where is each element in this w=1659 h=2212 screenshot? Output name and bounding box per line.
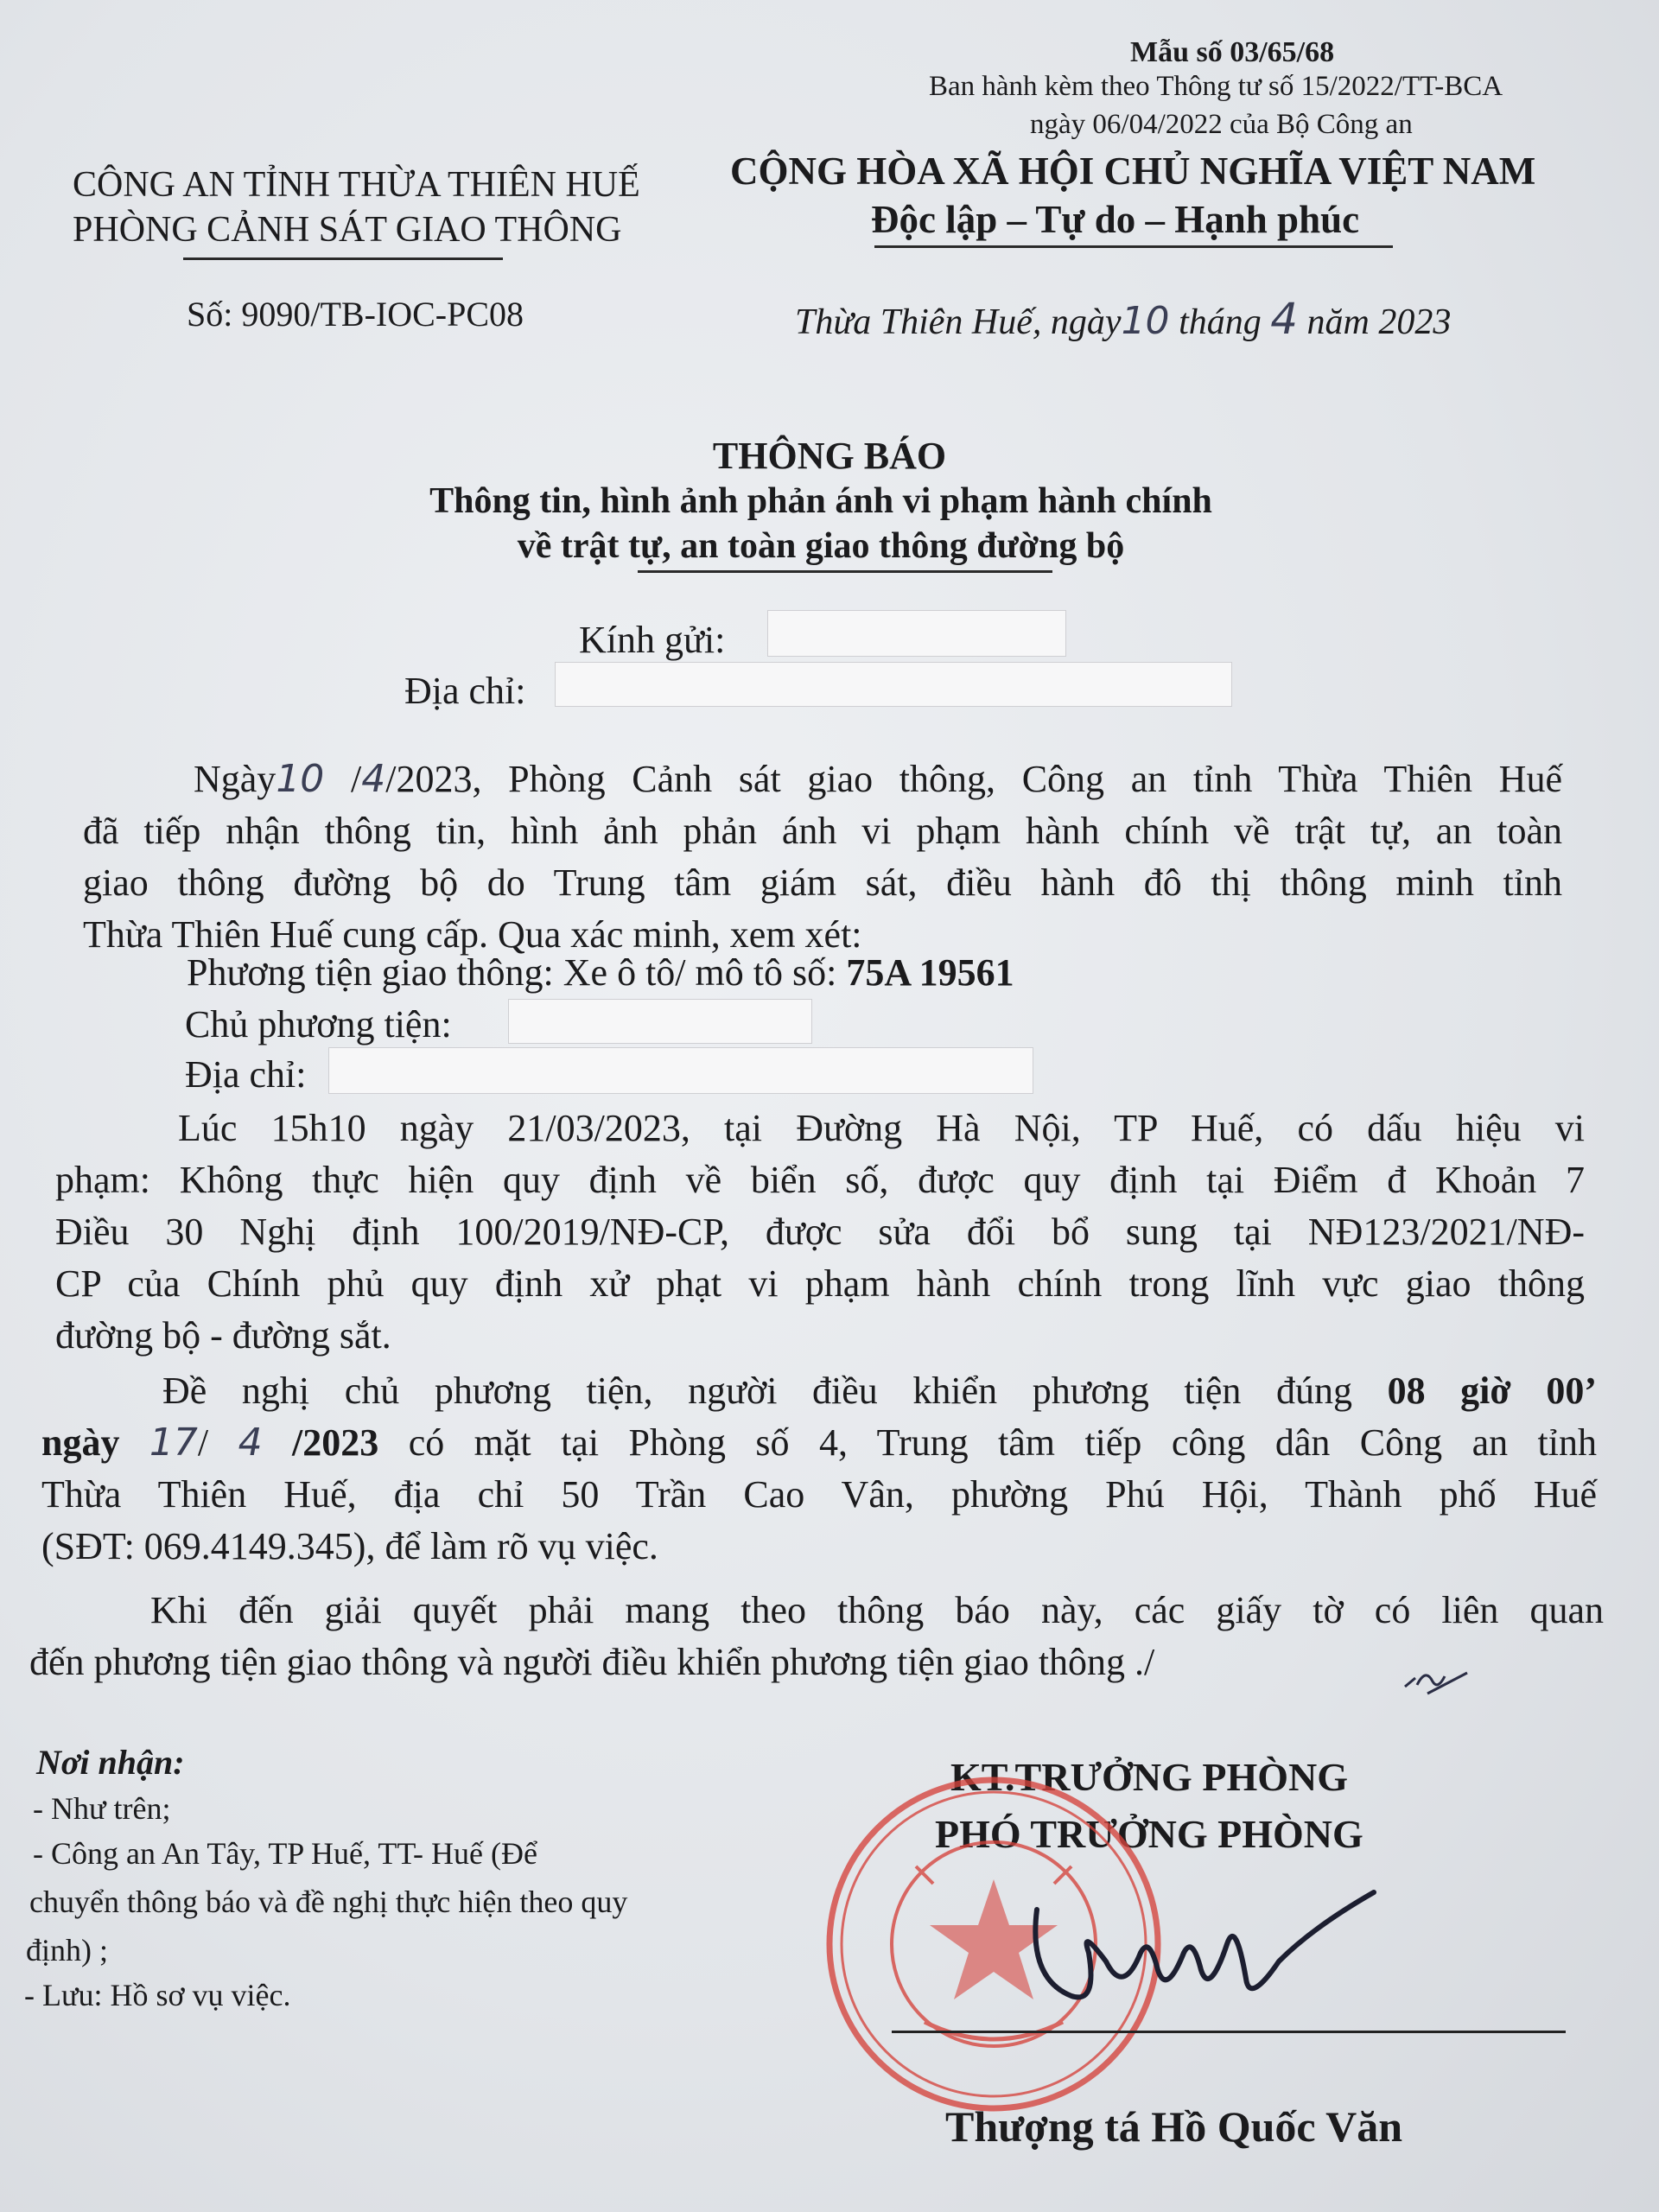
form-issued-line1: Ban hành kèm theo Thông tư số 15/2022/TT-BCA bbox=[929, 71, 1503, 102]
recipient-address-redacted bbox=[555, 662, 1232, 707]
form-issued-line2: ngày 06/04/2022 của Bộ Công an bbox=[1030, 109, 1413, 140]
signature-title1: KT.TRƯỞNG PHÒNG bbox=[950, 1755, 1348, 1799]
recipients-title: Nơi nhận: bbox=[36, 1743, 185, 1782]
owner-address-redacted bbox=[328, 1047, 1033, 1094]
recipients-item2-line2: chuyển thông báo và đề nghị thực hiện theo quy bbox=[29, 1885, 628, 1919]
paragraph-violation: Lúc 15h10 ngày 21/03/2023, tại Đường Hà Nội, TP Huế, có dấu hiệu vi phạm: Không thực hiện quy định về biển số, được quy định tại Điểm đ Khoản 7 Điều 30 Nghị định 100/2019/NĐ-CP, được sửa đổi bổ sung tại NĐ123/2021/NĐ- CP của Chính phủ quy định xử phạt vi phạm hành chính trong lĩnh vực giao thông đường bộ - đường sắt. bbox=[55, 1107, 1585, 1357]
issue-date: Thừa Thiên Huế, ngày10 tháng 4 năm 2023 bbox=[795, 294, 1452, 344]
paragraph-documents: Khi đến giải quyết phải mang theo thông báo này, các giấy tờ có liên quan đến phương tiện giao thông và người điều khiển phương tiện giao thông ./ bbox=[29, 1589, 1604, 1683]
title-underline bbox=[638, 570, 1052, 573]
signature-title2: PHÓ TRƯỞNG PHÒNG bbox=[935, 1812, 1363, 1856]
owner-address-label: Địa chỉ: bbox=[185, 1053, 307, 1096]
recipient-label: Kính gửi: bbox=[579, 619, 726, 661]
signature-scribble bbox=[1020, 1875, 1391, 2031]
nation-motto: Độc lập – Tự do – Hạnh phúc bbox=[871, 198, 1360, 241]
document-number: Số: 9090/TB-IOC-PC08 bbox=[187, 295, 524, 334]
issue-day-handwritten: 10 bbox=[1121, 299, 1170, 343]
paragraph-received: Ngày10 /4/2023, Phòng Cảnh sát giao thông, Công an tỉnh Thừa Thiên Huế đã tiếp nhận thông tin, hình ảnh phản ánh vi phạm hành chính về trật tự, an toàn giao thông đường bộ do Trung tâm giám sát, điều hành đô thị thông minh tỉnh Thừa Thiên Huế cung cấp. Qua xác minh, xem xét: bbox=[83, 757, 1562, 956]
nation-line1: CỘNG HÒA XÃ HỘI CHỦ NGHĨA VIỆT NAM bbox=[730, 149, 1536, 193]
paragraph-request: Đề nghị chủ phương tiện, người điều khiển phương tiện đúng 08 giờ 00’ ngày 17/ 4 /2023 có mặt tại Phòng số 4, Trung tâm tiếp công dân Công an tỉnh Thừa Thiên Huế, địa chỉ 50 Trần Cao Vân, phường Phú Hội, Thành phố Huế (SĐT: 069.4149.345), để làm rõ vụ việc. bbox=[41, 1370, 1597, 1567]
owner-redacted bbox=[508, 999, 812, 1044]
recipients-item2-line1: - Công an An Tây, TP Huế, TT- Huế (Để bbox=[33, 1836, 537, 1871]
received-month-handwritten: 4 bbox=[361, 757, 386, 801]
received-day-handwritten: 10 bbox=[276, 757, 325, 801]
recipient-redacted bbox=[767, 610, 1066, 657]
appointment-time: 08 giờ 00’ bbox=[1387, 1370, 1597, 1412]
recipient-address-label: Địa chỉ: bbox=[404, 670, 526, 712]
issue-month-handwritten: 4 bbox=[1270, 294, 1299, 344]
agency-line2: PHÒNG CẢNH SÁT GIAO THÔNG bbox=[73, 210, 622, 250]
recipients-item2-line3: định) ; bbox=[26, 1933, 108, 1967]
owner-label: Chủ phương tiện: bbox=[185, 1003, 452, 1046]
agency-underline bbox=[183, 257, 503, 260]
recipients-item1: - Như trên; bbox=[33, 1791, 171, 1826]
signature-line bbox=[892, 2031, 1566, 2033]
appointment-day-handwritten: 17 bbox=[149, 1421, 198, 1465]
form-number: Mẫu số 03/65/68 bbox=[1130, 36, 1335, 68]
agency-line1: CÔNG AN TỈNH THỪA THIÊN HUẾ bbox=[73, 165, 640, 205]
recipients-item3: - Lưu: Hồ sơ vụ việc. bbox=[24, 1978, 291, 2012]
appointment-month-handwritten: 4 bbox=[238, 1421, 263, 1465]
signer-name: Thượng tá Hồ Quốc Văn bbox=[945, 2102, 1403, 2151]
nation-underline bbox=[874, 245, 1393, 248]
document-subtitle-1: Thông tin, hình ảnh phản ánh vi phạm hành chính bbox=[429, 481, 1212, 521]
document-title: THÔNG BÁO bbox=[712, 435, 947, 477]
vehicle-plate: 75A 19561 bbox=[846, 951, 1014, 994]
document-subtitle-2: về trật tự, an toàn giao thông đường bộ bbox=[517, 526, 1125, 566]
initials-mark bbox=[1402, 1652, 1471, 1704]
vehicle-line: Phương tiện giao thông: Xe ô tô/ mô tô số: 75A 19561 bbox=[187, 951, 1014, 994]
